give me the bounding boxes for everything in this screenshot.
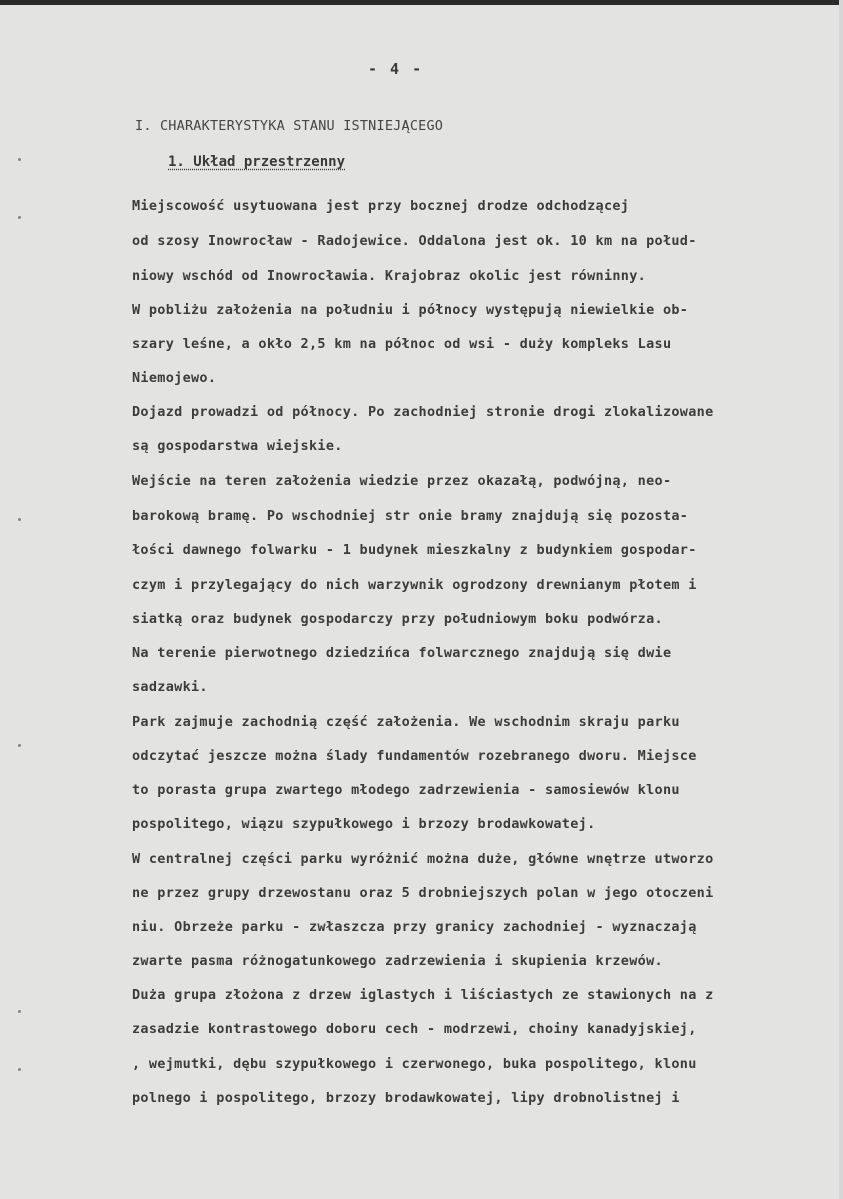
body-line: szary leśne, a okło 2,5 km na północ od wsi - duży kompleks Lasu	[132, 336, 672, 352]
body-line: sadzawki.	[132, 679, 208, 695]
page-number: - 4 -	[368, 60, 424, 78]
body-line: Duża grupa złożona z drzew iglastych i liściastych ze stawionych na z	[132, 987, 714, 1003]
section-title: I. CHARAKTERYSTYKA STANU ISTNIEJĄCEGO	[135, 118, 444, 134]
subsection-title: 1. Układ przestrzenny	[168, 154, 346, 170]
punch-mark	[18, 216, 21, 219]
punch-mark	[18, 1010, 21, 1013]
punch-mark	[18, 158, 21, 161]
body-line: barokową bramę. Po wschodniej str onie bramy znajdują się pozosta-	[132, 508, 689, 524]
body-line: Niemojewo.	[132, 370, 217, 386]
body-line: Na terenie pierwotnego dziedzińca folwarcznego znajdują się dwie	[132, 645, 672, 661]
body-line: siatką oraz budynek gospodarczy przy południowym boku podwórza.	[132, 611, 663, 627]
body-line: niowy wschód od Inowrocławia. Krajobraz okolic jest równinny.	[132, 268, 647, 284]
body-line: Park zajmuje zachodnią część założenia. We wschodnim skraju parku	[132, 714, 680, 730]
body-line: Miejscowość usytuowana jest przy bocznej drodze odchodzącej	[132, 198, 630, 214]
body-line: , wejmutki, dębu szypułkowego i czerwonego, buka pospolitego, klonu	[132, 1056, 697, 1072]
punch-mark	[18, 1068, 21, 1071]
body-line: niu. Obrzeże parku - zwłaszcza przy granicy zachodniej - wyznaczają	[132, 919, 697, 935]
body-line: czym i przylegający do nich warzywnik ogrodzony drewnianym płotem i	[132, 577, 697, 593]
body-line: W centralnej części parku wyróżnić można duże, główne wnętrze utworzo	[132, 851, 714, 867]
body-line: pospolitego, wiązu szypułkowego i brzozy brodawkowatej.	[132, 816, 596, 832]
body-line: W pobliżu założenia na południu i północy występują niewielkie ob-	[132, 302, 689, 318]
body-line: zwarte pasma różnogatunkowego zadrzewienia i skupienia krzewów.	[132, 953, 663, 969]
punch-mark	[18, 518, 21, 521]
scan-top-edge	[0, 0, 843, 5]
body-line: to porasta grupa zwartego młodego zadrzewienia - samosiewów klonu	[132, 782, 680, 798]
body-line: łości dawnego folwarku - 1 budynek mieszkalny z budynkiem gospodar-	[132, 542, 697, 558]
body-line: Wejście na teren założenia wiedzie przez okazałą, podwójną, neo-	[132, 473, 672, 489]
body-line: Dojazd prowadzi od północy. Po zachodniej stronie drogi zlokalizowane	[132, 404, 714, 420]
body-line: odczytać jeszcze można ślady fundamentów rozebranego dworu. Miejsce	[132, 748, 697, 764]
body-line: zasadzie kontrastowego doboru cech - modrzewi, choiny kanadyjskiej,	[132, 1021, 697, 1037]
scan-right-edge	[839, 0, 843, 1199]
body-line: są gospodarstwa wiejskie.	[132, 438, 343, 454]
punch-mark	[18, 744, 21, 747]
body-line: ne przez grupy drzewostanu oraz 5 drobniejszych polan w jego otoczeni	[132, 885, 714, 901]
body-line: polnego i pospolitego, brzozy brodawkowatej, lipy drobnolistnej i	[132, 1090, 680, 1106]
body-line: od szosy Inowrocław - Radojewice. Oddalona jest ok. 10 km na połud-	[132, 233, 697, 249]
